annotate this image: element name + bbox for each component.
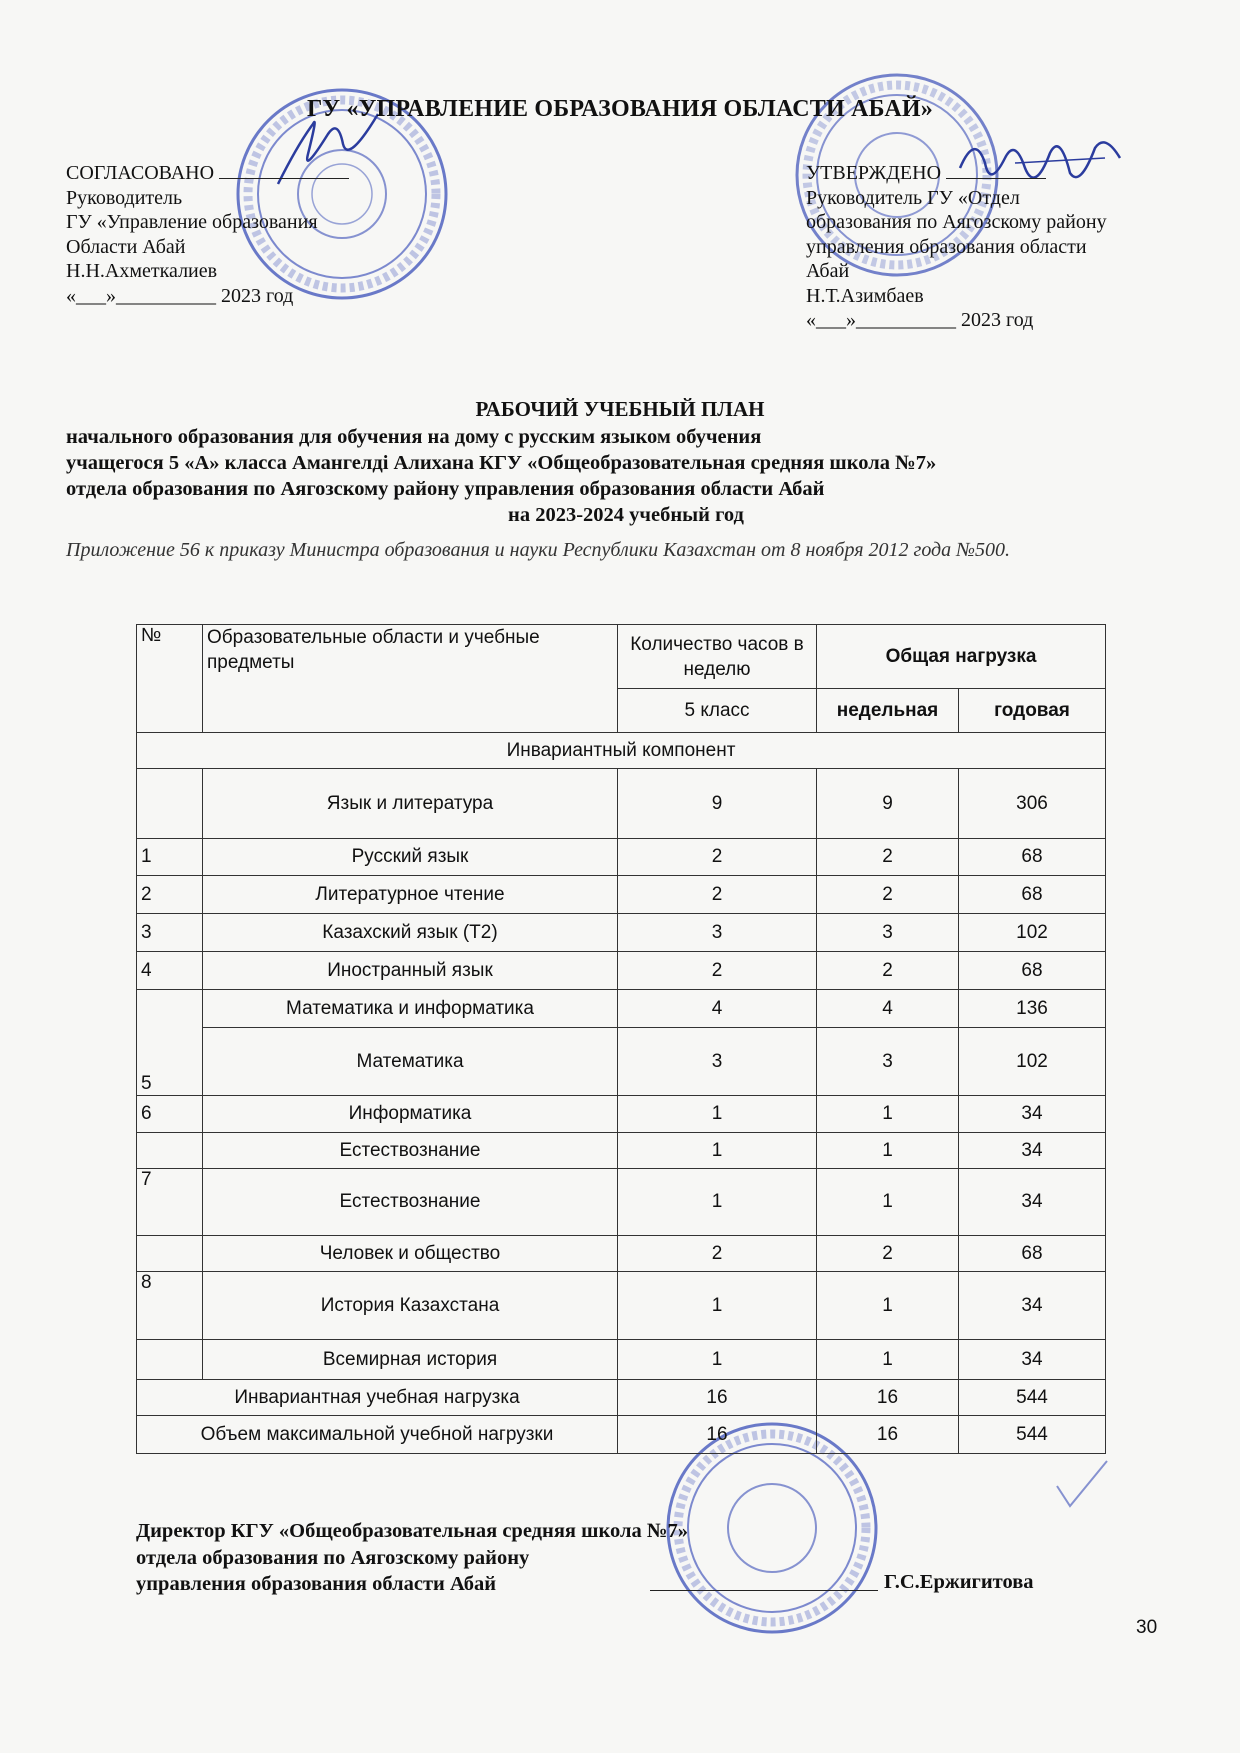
row-yearly: 34 — [959, 1133, 1106, 1169]
table-row — [137, 1169, 1106, 1236]
appendix-note: Приложение 56 к приказу Министра образования и науки Республики Казахстан от 8 ноября 2012 года №500. — [66, 539, 1011, 561]
row-subject: История Казахстана — [203, 1272, 618, 1340]
row-num: 2 — [137, 876, 203, 914]
total-weekly: 16 — [817, 1380, 959, 1416]
agreed-line: Руководитель — [66, 186, 183, 209]
header-num: № — [137, 625, 203, 733]
approved-line: управления образования области — [806, 235, 1087, 258]
header-yearly: годовая — [959, 689, 1106, 733]
row-yearly: 34 — [959, 1169, 1106, 1236]
row-weekly: 2 — [817, 876, 959, 914]
row-weekly: 2 — [817, 1236, 959, 1272]
total-hours: 16 — [618, 1416, 817, 1454]
curriculum-table — [136, 624, 1106, 1454]
row-subject: Иностранный язык — [203, 952, 618, 990]
total-row — [137, 1380, 1106, 1416]
row-yearly: 34 — [959, 1340, 1106, 1380]
row-num — [137, 1340, 203, 1380]
table-row — [137, 1028, 1106, 1096]
row-hours: 1 — [618, 1133, 817, 1169]
checkmark-mark — [1052, 1456, 1112, 1516]
total-yearly: 544 — [959, 1380, 1106, 1416]
row-subject: Язык и литература — [203, 769, 618, 839]
row-subject: Естествознание — [203, 1169, 618, 1236]
plan-title: РАБОЧИЙ УЧЕБНЫЙ ПЛАН — [475, 397, 765, 421]
row-num: 3 — [137, 914, 203, 952]
row-weekly: 1 — [817, 1272, 959, 1340]
row-hours: 4 — [618, 990, 817, 1028]
row-yearly: 68 — [959, 839, 1106, 876]
row-yearly: 102 — [959, 914, 1106, 952]
director-name: Г.С.Ержигитова — [884, 1571, 1034, 1593]
header-grade: 5 класс — [618, 689, 817, 733]
table-row — [137, 1340, 1106, 1380]
plan-year: на 2023-2024 учебный год — [508, 504, 744, 526]
row-hours: 1 — [618, 1272, 817, 1340]
agreed-date: «___»__________ 2023 год — [66, 284, 294, 307]
header-subject: Образовательные области и учебные предметы — [203, 625, 618, 733]
row-hours: 1 — [618, 1340, 817, 1380]
agreed-line: Области Абай — [66, 235, 186, 258]
row-weekly: 2 — [817, 952, 959, 990]
row-weekly: 1 — [817, 1169, 959, 1236]
table-row — [137, 769, 1106, 839]
row-yearly: 102 — [959, 1028, 1106, 1096]
approved-line: Н.Т.Азимбаев — [806, 284, 924, 307]
row-hours: 1 — [618, 1096, 817, 1133]
row-num — [137, 1236, 203, 1272]
agreed-block — [66, 160, 349, 308]
row-num: 5 — [137, 990, 203, 1096]
row-yearly: 68 — [959, 876, 1106, 914]
director-block — [136, 1518, 688, 1598]
row-yearly: 34 — [959, 1272, 1106, 1340]
row-weekly: 3 — [817, 1028, 959, 1096]
total-label: Объем максимальной учебной нагрузки — [137, 1416, 618, 1454]
table-row — [137, 1096, 1106, 1133]
page-number: 30 — [1136, 1617, 1158, 1638]
plan-description — [66, 424, 1186, 528]
row-hours: 2 — [618, 876, 817, 914]
organization-title: ГУ «УПРАВЛЕНИЕ ОБРАЗОВАНИЯ ОБЛАСТИ АБАЙ» — [307, 96, 933, 122]
table-header-row — [137, 625, 1106, 689]
invariant-row — [137, 733, 1106, 769]
row-yearly: 34 — [959, 1096, 1106, 1133]
row-yearly: 306 — [959, 769, 1106, 839]
row-subject: Математика — [203, 1028, 618, 1096]
table-row — [137, 876, 1106, 914]
row-num: 7 — [137, 1169, 203, 1236]
row-subject: Математика и информатика — [203, 990, 618, 1028]
total-weekly: 16 — [817, 1416, 959, 1454]
approved-line: Руководитель ГУ «Отдел — [806, 186, 1020, 209]
row-subject: Человек и общество — [203, 1236, 618, 1272]
row-hours: 9 — [618, 769, 817, 839]
row-num: 8 — [137, 1272, 203, 1340]
header-hours: Количество часов в неделю — [618, 625, 817, 689]
row-num — [137, 769, 203, 839]
row-num: 1 — [137, 839, 203, 876]
row-subject: Естествознание — [203, 1133, 618, 1169]
header-weekly: недельная — [817, 689, 959, 733]
plan-line: учащегося 5 «А» класса Амангелді Алихана КГУ «Общеобразовательная средняя школа №7» — [66, 452, 937, 474]
row-subject: Литературное чтение — [203, 876, 618, 914]
row-hours: 2 — [618, 952, 817, 990]
total-yearly: 544 — [959, 1416, 1106, 1454]
plan-line: отдела образования по Аягозскому району управления образования области Абай — [66, 478, 825, 500]
row-yearly: 68 — [959, 1236, 1106, 1272]
table-row — [137, 914, 1106, 952]
table-row — [137, 1236, 1106, 1272]
approved-block — [806, 160, 1107, 333]
director-signature-line — [650, 1590, 878, 1591]
signature-line — [946, 160, 1046, 179]
total-label: Инвариантная учебная нагрузка — [137, 1380, 618, 1416]
signature-line — [219, 160, 349, 179]
total-hours: 16 — [618, 1380, 817, 1416]
row-hours: 1 — [618, 1169, 817, 1236]
row-hours: 2 — [618, 839, 817, 876]
header-load: Общая нагрузка — [817, 625, 1106, 689]
table-row — [137, 1133, 1106, 1169]
row-weekly: 1 — [817, 1096, 959, 1133]
agreed-label: СОГЛАСОВАНО — [66, 162, 215, 184]
row-weekly: 2 — [817, 839, 959, 876]
row-hours: 2 — [618, 1236, 817, 1272]
plan-line: начального образования для обучения на дому с русским языком обучения — [66, 426, 762, 448]
approved-label: УТВЕРЖДЕНО — [806, 162, 942, 184]
row-subject: Всемирная история — [203, 1340, 618, 1380]
invariant-label: Инвариантный компонент — [137, 733, 1106, 769]
approved-date: «___»__________ 2023 год — [806, 309, 1034, 331]
row-subject: Казахский язык (Т2) — [203, 914, 618, 952]
row-subject: Информатика — [203, 1096, 618, 1133]
row-num: 6 — [137, 1096, 203, 1133]
approved-line: образования по Аягозскому району — [806, 211, 1107, 233]
total-row — [137, 1416, 1106, 1454]
approved-line: Абай — [806, 260, 850, 282]
row-weekly: 3 — [817, 914, 959, 952]
row-weekly: 1 — [817, 1340, 959, 1380]
table-row — [137, 952, 1106, 990]
row-weekly: 1 — [817, 1133, 959, 1169]
row-yearly: 136 — [959, 990, 1106, 1028]
row-num — [137, 1133, 203, 1169]
row-subject: Русский язык — [203, 839, 618, 876]
row-weekly: 4 — [817, 990, 959, 1028]
row-weekly: 9 — [817, 769, 959, 839]
agreed-line: Н.Н.Ахметкалиев — [66, 260, 218, 282]
row-hours: 3 — [618, 1028, 817, 1096]
table-row — [137, 990, 1106, 1028]
row-num: 4 — [137, 952, 203, 990]
agreed-line: ГУ «Управление образования — [66, 211, 318, 233]
director-line: Директор КГУ «Общеобразовательная средняя школа №7» — [136, 1520, 688, 1542]
row-hours: 3 — [618, 914, 817, 952]
row-yearly: 68 — [959, 952, 1106, 990]
director-line: управления образования области Абай — [136, 1573, 497, 1595]
director-line: отдела образования по Аягозскому району — [136, 1546, 530, 1569]
table-row — [137, 1272, 1106, 1340]
table-row — [137, 839, 1106, 876]
